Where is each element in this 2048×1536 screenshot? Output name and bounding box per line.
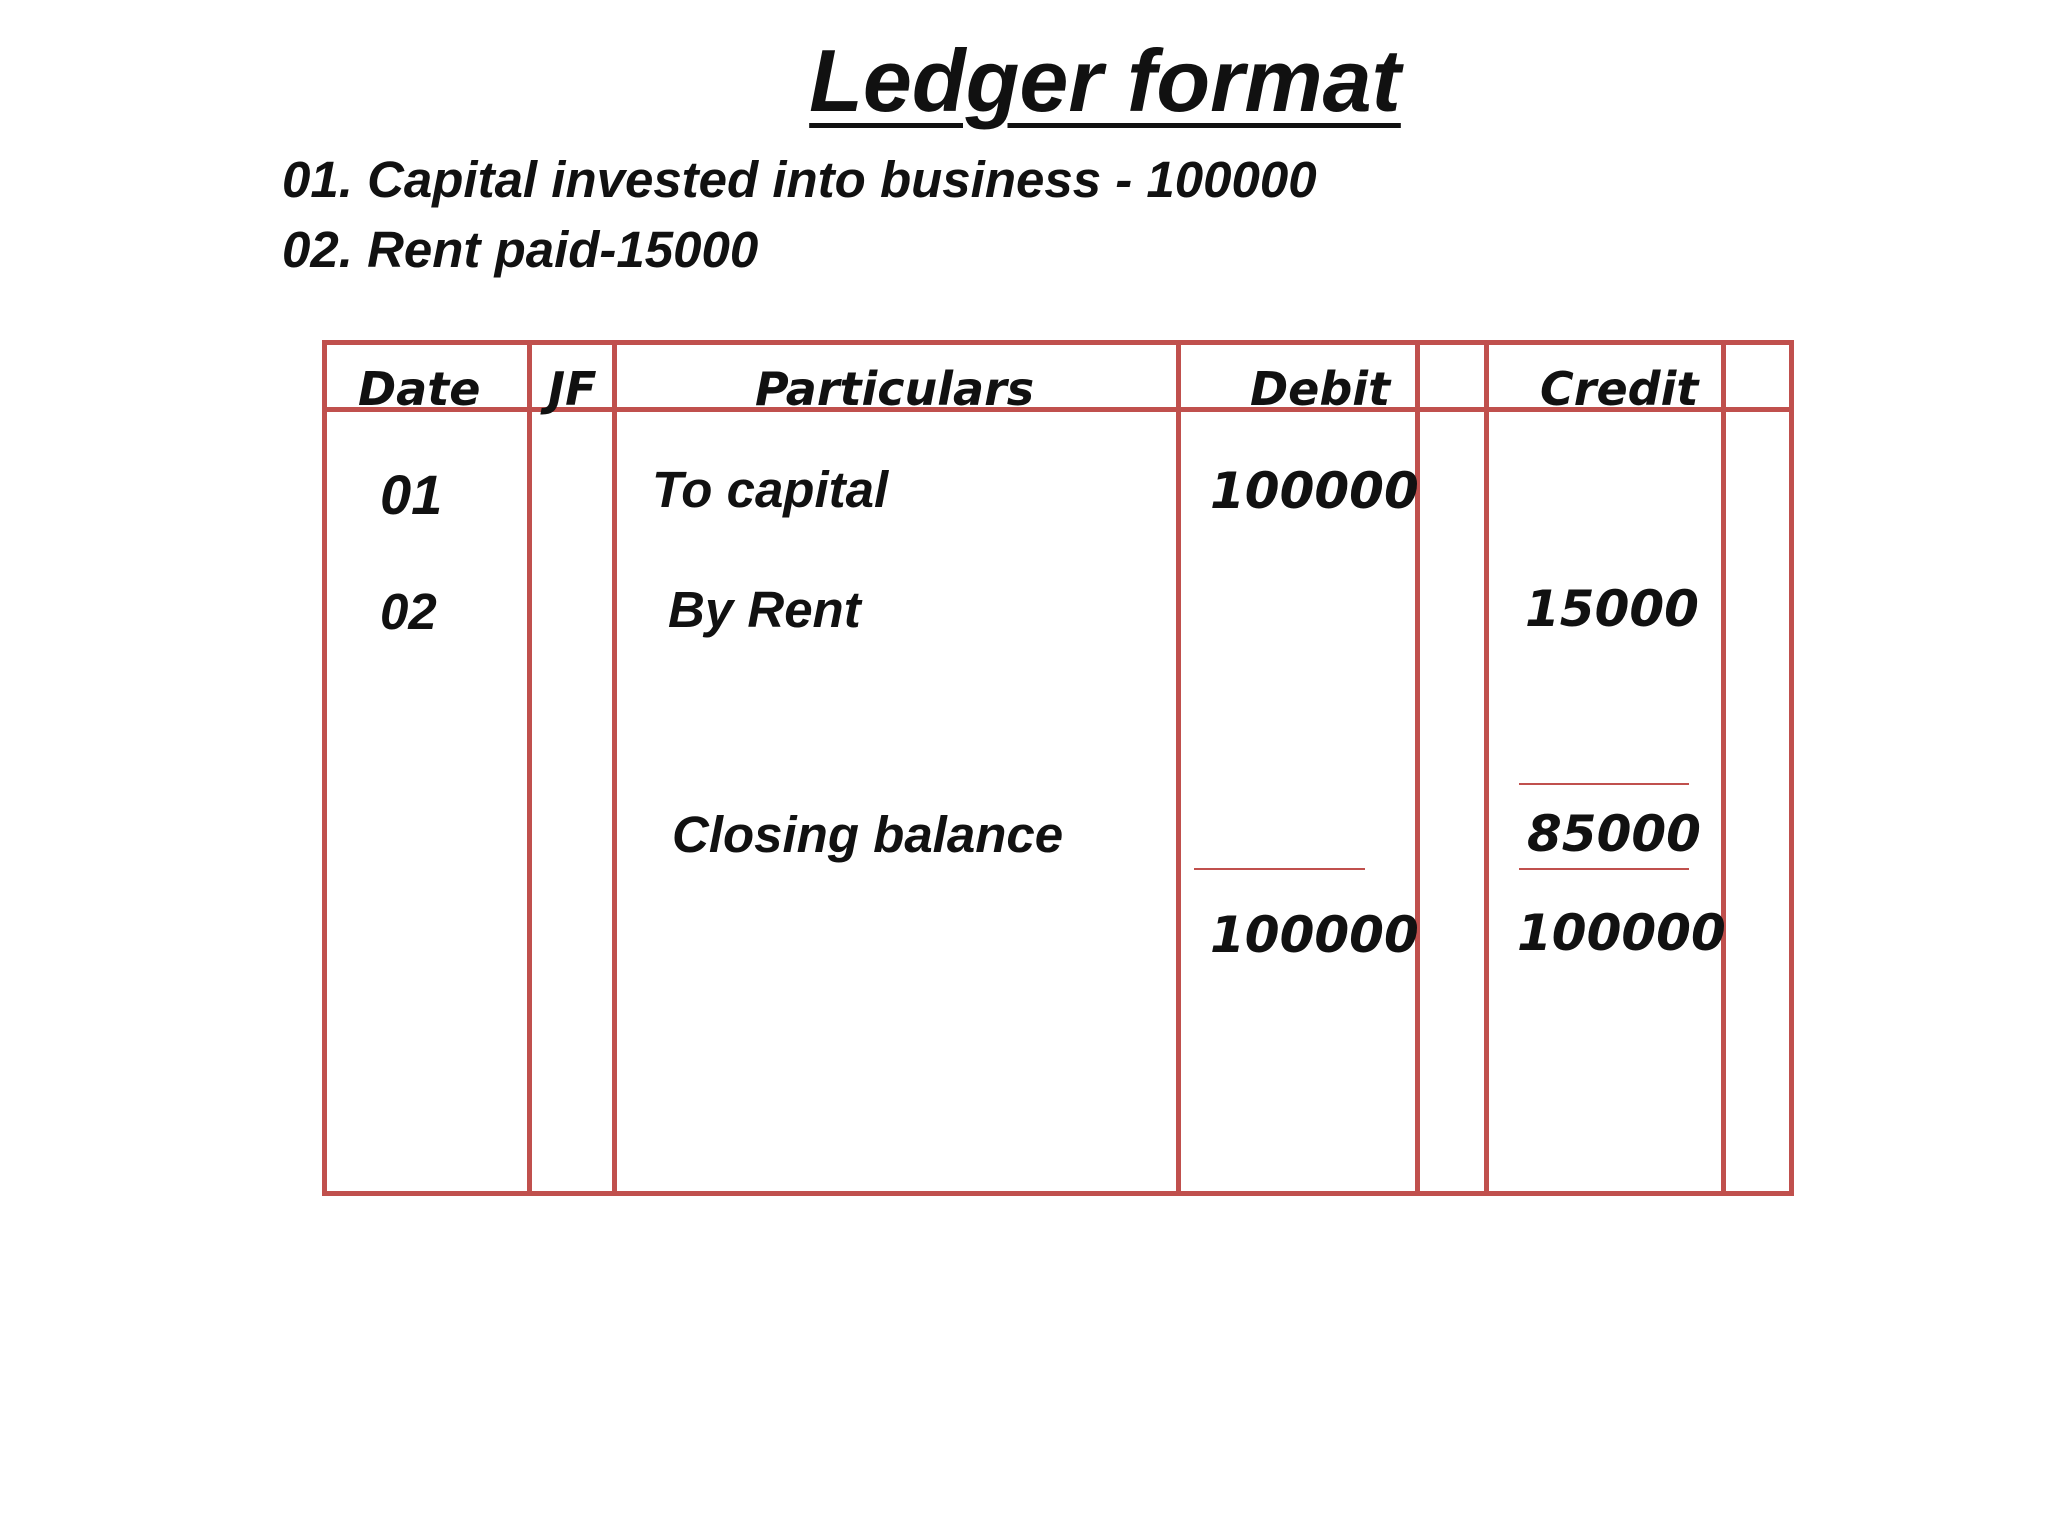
- row-3-particulars: Closing balance: [672, 806, 1064, 863]
- ledger-bottom-border: [322, 1191, 1794, 1196]
- row-1-date: 01: [380, 463, 443, 526]
- debit-total-rule: [1194, 868, 1365, 870]
- transaction-1: 01. Capital invested into business - 100000: [282, 151, 1317, 208]
- credit-total: 100000: [1517, 904, 1726, 962]
- debit-total: 100000: [1210, 906, 1419, 964]
- row-1-particulars: To capital: [652, 461, 889, 518]
- ledger-right-border: [1789, 340, 1794, 1196]
- row-2-date: 02: [380, 583, 437, 640]
- credit-subtotal-rule: [1519, 783, 1689, 785]
- ledger-rule-particulars-debit: [1176, 340, 1181, 1196]
- header-jf: JF: [548, 362, 597, 416]
- ledger-rule-credit-start: [1484, 340, 1489, 1196]
- row-1-debit: 100000: [1210, 462, 1419, 520]
- row-2-particulars: By Rent: [668, 581, 861, 638]
- ledger-top-border: [322, 340, 1794, 345]
- header-debit: Debit: [1250, 362, 1391, 416]
- header-date: Date: [358, 362, 481, 416]
- ledger-left-border: [322, 340, 327, 1196]
- page-title: Ledger format: [809, 31, 1401, 130]
- row-3-credit: 85000: [1527, 805, 1701, 863]
- header-credit: Credit: [1540, 362, 1699, 416]
- credit-total-rule: [1519, 868, 1689, 870]
- ledger-rule-date-jf: [527, 340, 532, 1196]
- transaction-2: 02. Rent paid-15000: [282, 221, 759, 278]
- header-particulars: Particulars: [755, 362, 1035, 416]
- ledger-rule-credit-end: [1721, 340, 1726, 1196]
- ledger-rule-jf-particulars: [612, 340, 617, 1196]
- row-2-credit: 15000: [1525, 580, 1699, 638]
